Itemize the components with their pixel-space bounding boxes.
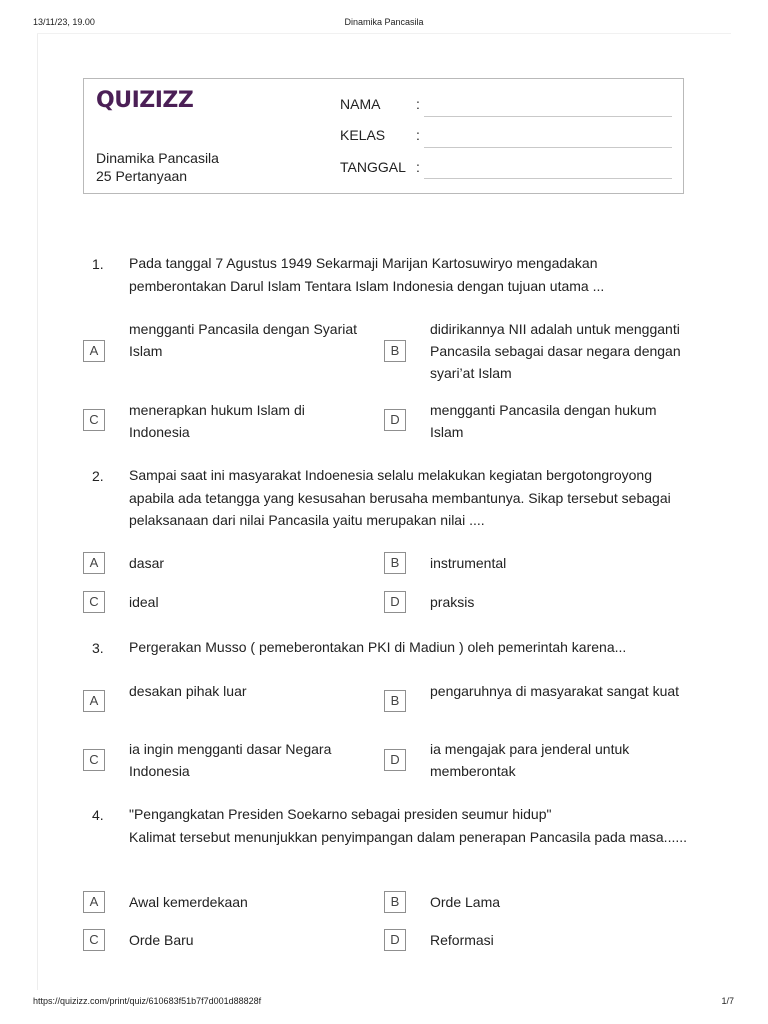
option-box-b[interactable]: B — [384, 552, 406, 574]
nama-answer-line[interactable] — [424, 116, 672, 117]
question-text — [129, 803, 689, 848]
option-text: ia ingin mengganti dasar Negara Indonesia — [129, 741, 332, 779]
question-text: Sampai saat ini masyarakat Indoenesia selalu melakukan kegiatan bergotongroyong apabila ada tetangga yang kesusahan berusaha membantunya. Sikap tersebut sebagai pelaksanaan dari nilai Pancasila yaitu merupakan nilai .... — [129, 467, 671, 528]
question-text: Pada tanggal 7 Agustus 1949 Sekarmaji Marijan Kartosuwiryo mengadakan pemberontakan Darul Islam Tentara Islam Indonesia dengan tujuan utama ... — [129, 255, 605, 294]
field-label-kelas: KELAS — [340, 127, 386, 143]
quizizz-logo — [96, 87, 194, 119]
option-text: didirikannya NII adalah untuk mengganti Pancasila sebagai dasar negara dengan syari’at Islam — [430, 321, 681, 381]
option-box-c[interactable]: C — [83, 591, 105, 613]
option-text: Reformasi — [430, 932, 494, 948]
quiz-title: Dinamika Pancasila — [96, 150, 219, 166]
option-text: desakan pihak luar — [129, 683, 247, 699]
option-box-d[interactable]: D — [384, 591, 406, 613]
field-label-nama: NAMA — [340, 96, 381, 112]
question-quote: "Pengangkatan Presiden Soekarno sebagai presiden seumur hidup" — [129, 806, 552, 822]
option-box-c[interactable]: C — [83, 749, 105, 771]
question-number: 1. — [92, 256, 104, 272]
option-box-a[interactable]: A — [83, 891, 105, 913]
option-box-b[interactable]: B — [384, 891, 406, 913]
option-box-a[interactable]: A — [83, 340, 105, 362]
option-text: Orde Lama — [430, 894, 501, 910]
kelas-answer-line[interactable] — [424, 147, 672, 148]
quiz-question-count: 25 Pertanyaan — [96, 168, 188, 184]
field-colon-tanggal: : — [416, 159, 420, 175]
quizizz-logo-text: QUIZIZZ — [96, 88, 194, 113]
tanggal-answer-line[interactable] — [424, 178, 672, 179]
option-box-d[interactable]: D — [384, 749, 406, 771]
option-box-a[interactable]: A — [83, 552, 105, 574]
option-text: Awal kemerdekaan — [129, 894, 248, 910]
option-box-b[interactable]: B — [384, 340, 406, 362]
print-datetime: 13/11/23, 19.00 — [33, 17, 95, 27]
option-box-d[interactable]: D — [384, 929, 406, 951]
question-number: 2. — [92, 468, 104, 484]
option-text: pengaruhnya di masyarakat sangat kuat — [430, 683, 680, 699]
page-top-edge — [37, 33, 731, 34]
option-text: ideal — [129, 594, 159, 610]
option-box-a[interactable]: A — [83, 690, 105, 712]
option-text: mengganti Pancasila dengan hukum Islam — [430, 402, 657, 440]
field-colon-kelas: : — [416, 127, 420, 143]
question-number: 3. — [92, 640, 104, 656]
option-box-c[interactable]: C — [83, 929, 105, 951]
question-text: Pergerakan Musso ( pemeberontakan PKI di Madiun ) oleh pemerintah karena... — [129, 639, 627, 655]
page-left-edge — [37, 34, 38, 990]
page-number: 1/7 — [721, 996, 734, 1006]
print-title: Dinamika Pancasila — [344, 17, 424, 27]
option-box-c[interactable]: C — [83, 409, 105, 431]
option-box-d[interactable]: D — [384, 409, 406, 431]
print-url[interactable]: https://quizizz.com/print/quiz/610683f51b7f7d001d88828f — [33, 996, 262, 1006]
quiz-header-box — [83, 78, 684, 194]
option-text: Orde Baru — [129, 932, 194, 948]
option-text: dasar — [129, 555, 165, 571]
field-colon-nama: : — [416, 96, 420, 112]
option-text: instrumental — [430, 555, 507, 571]
option-text: mengganti Pancasila dengan Syariat Islam — [129, 321, 358, 359]
field-label-tanggal: TANGGAL — [340, 159, 406, 175]
option-box-b[interactable]: B — [384, 690, 406, 712]
question-statement: Kalimat tersebut menunjukkan penyimpangan dalam penerapan Pancasila pada masa...... — [129, 828, 688, 845]
question-number: 4. — [92, 807, 104, 823]
option-text: ia mengajak para jenderal untuk memberontak — [430, 741, 630, 779]
option-text: menerapkan hukum Islam di Indonesia — [129, 402, 305, 440]
quizizz-logo-mark — [96, 87, 194, 113]
option-text: praksis — [430, 594, 475, 610]
